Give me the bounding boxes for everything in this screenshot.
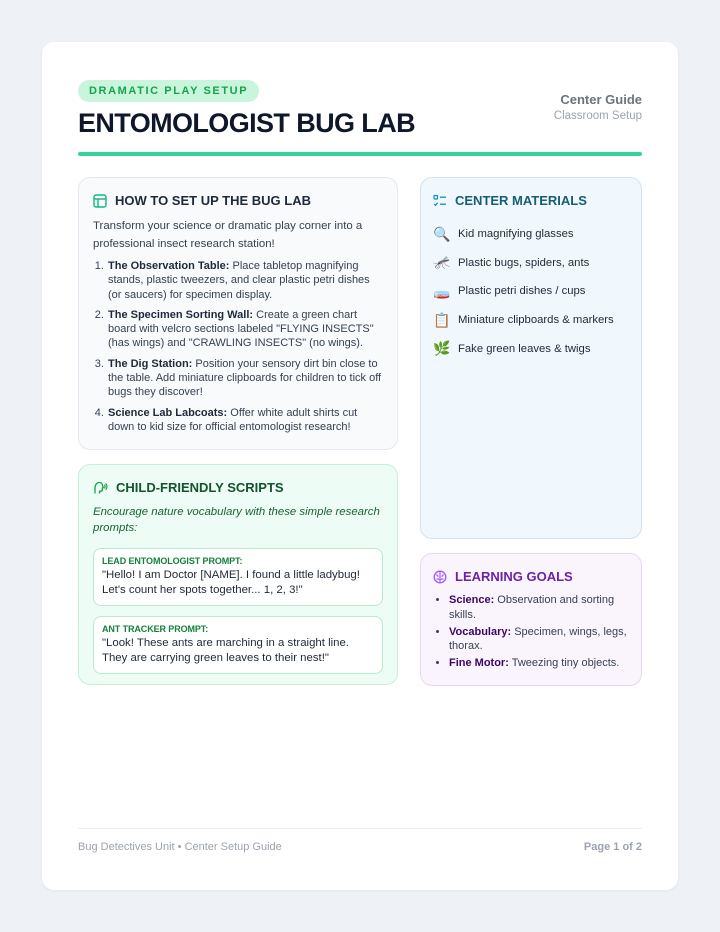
goals-card-title: [433, 569, 629, 584]
list-item: • Science: Observation and sorting skills.: [449, 593, 629, 623]
header: [78, 80, 642, 139]
setup-card: [78, 177, 398, 450]
list-item: • Vocabulary: Specimen, wings, legs, thorax.: [449, 625, 629, 655]
category-badge: DRAMATIC PLAY SETUP: [78, 80, 259, 102]
list-item: 📋 Miniature clipboards & markers: [433, 311, 614, 328]
brain-icon: [433, 570, 447, 584]
guide-label: Center Guide: [560, 92, 642, 107]
header-meta: [554, 92, 642, 122]
goals-card-heading: LEARNING GOALS: [455, 569, 573, 584]
footer-divider: [78, 828, 642, 829]
page-number: Page 1 of 2: [583, 841, 642, 853]
page-title: ENTOMOLOGIST BUG LAB: [78, 108, 415, 138]
page: [42, 42, 678, 890]
materials-card: [420, 177, 642, 539]
leaf-icon: 🌿: [433, 340, 451, 357]
layout-icon: [93, 194, 107, 208]
setup-step: 1. The Observation Table: Place tabletop magnifying stands, plastic tweezers, and clear plastic petri dishes (or saucers) for specimen display.: [107, 259, 383, 302]
prompt-box: [93, 616, 383, 674]
scripts-card-title: [93, 480, 383, 495]
scripts-subtitle: Encourage nature vocabulary with these simple research prompts:: [93, 506, 380, 534]
materials-list: [433, 220, 629, 363]
setup-card-title: [93, 193, 383, 208]
prompt-label: LEAD ENTOMOLOGIST PROMPT:: [102, 556, 243, 566]
footer-unit-label: Bug Detectives Unit • Center Setup Guide: [78, 841, 282, 853]
materials-card-title: [433, 193, 629, 208]
footer: [78, 841, 642, 853]
setup-step: 4. Science Lab Labcoats: Offer white adult shirts cut down to kid size for official entomologist research!: [107, 406, 383, 435]
goals-list: [433, 593, 629, 671]
prompt-text: "Look! These ants are marching in a straight line. They are carrying green leaves to their nest!": [102, 637, 349, 664]
scripts-card: [78, 464, 398, 685]
materials-card-heading: CENTER MATERIALS: [455, 193, 587, 208]
mosquito-icon: 🦟: [433, 254, 451, 271]
setup-card-heading: HOW TO SET UP THE BUG LAB: [115, 193, 311, 208]
prompt-label: ANT TRACKER PROMPT:: [102, 624, 209, 634]
list-item: 🔍 Kid magnifying glasses: [433, 225, 574, 242]
header-divider: [78, 152, 642, 156]
list-item: • Fine Motor: Tweezing tiny objects.: [449, 656, 629, 671]
prompt-text: "Hello! I am Doctor [NAME]. I found a little ladybug! Let's count her spots together... 1, 2, 3!": [102, 569, 360, 596]
guide-subtitle: Classroom Setup: [553, 110, 642, 122]
magnifying-glass-icon: 🔍: [433, 225, 451, 242]
petri-dish-icon: 🧫: [433, 282, 451, 299]
clipboard-icon: 📋: [433, 311, 451, 328]
setup-step: 3. The Dig Station: Position your sensory dirt bin close to the table. Add miniature clipboards for children to tick off bugs they discover!: [107, 357, 383, 400]
setup-step: 2. The Specimen Sorting Wall: Create a green chart board with velcro sections labeled "FLYING INSECTS" (has wings) and "CRAWLING INSECTS" (no wings).: [107, 308, 383, 351]
list-item: 🧫 Plastic petri dishes / cups: [433, 282, 586, 299]
setup-steps: [93, 259, 383, 434]
prompt-box: [93, 548, 383, 606]
list-item: 🌿 Fake green leaves & twigs: [433, 340, 591, 357]
speaking-head-icon: [93, 481, 108, 495]
list-item: 🦟 Plastic bugs, spiders, ants: [433, 254, 590, 271]
goals-card: [420, 553, 642, 686]
setup-intro: Transform your science or dramatic play corner into a professional insect research station!: [93, 220, 363, 250]
scripts-card-heading: CHILD-FRIENDLY SCRIPTS: [116, 480, 284, 495]
checklist-icon: [433, 194, 447, 208]
